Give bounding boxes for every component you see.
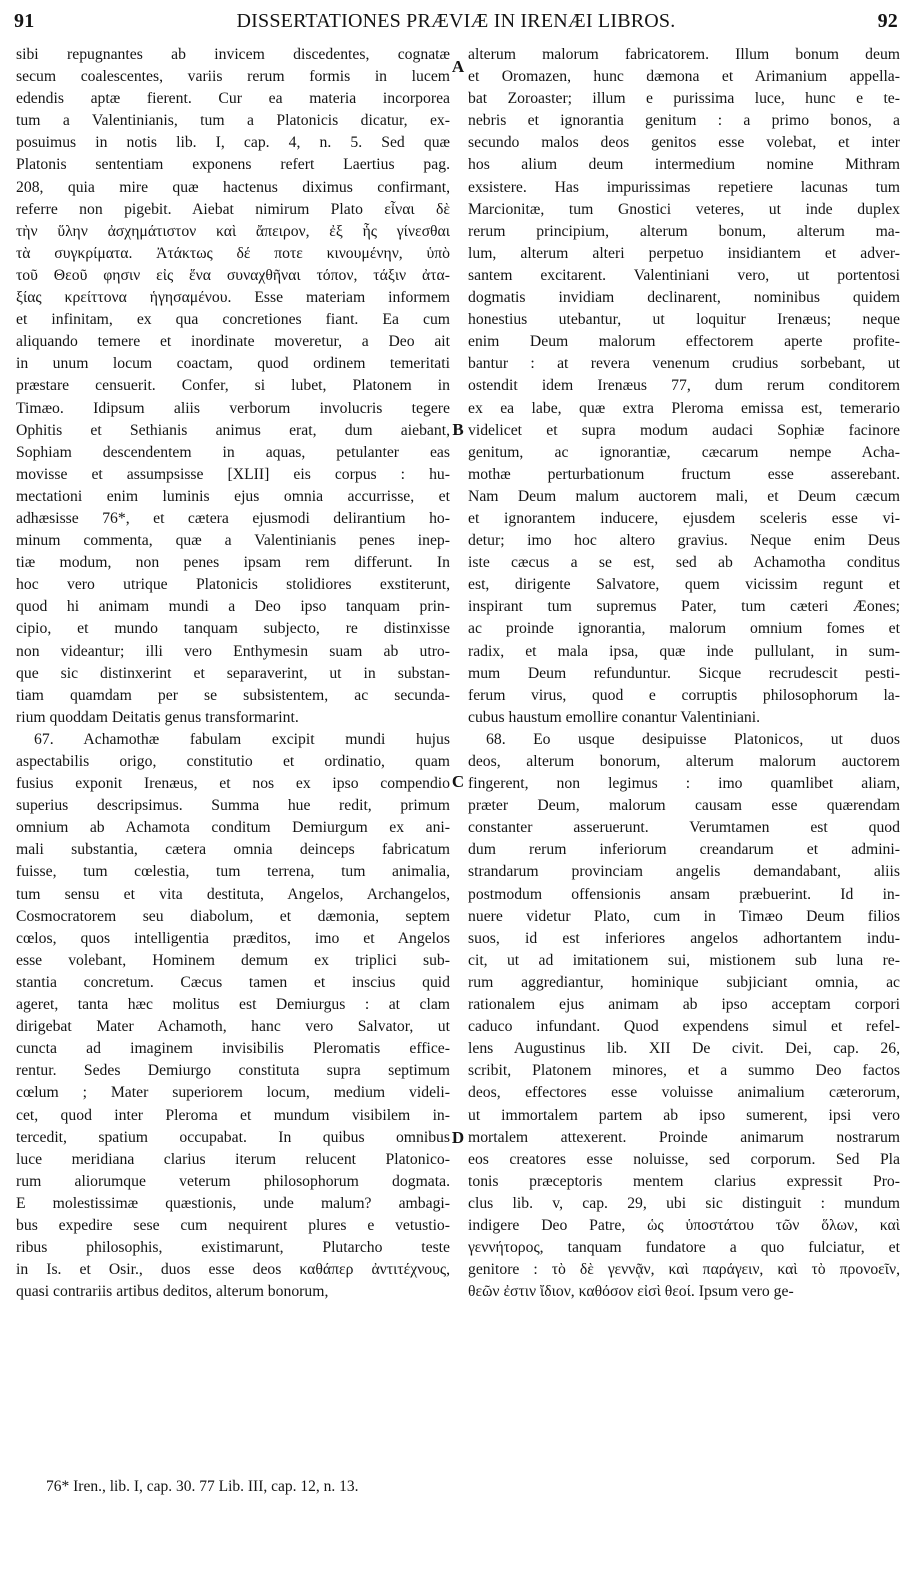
text-line: inspirant tum supremus Pater, tum cæteri Æones; bbox=[468, 598, 900, 616]
text-line: τὴν ὕλην ἀσχημάτιστον καὶ ἄπειρον, ἐξ ἧς γίνεσθαι bbox=[16, 222, 450, 240]
text-line: bus expedire sese cum nequirent plures e vetustio- bbox=[16, 1216, 450, 1234]
text-line: tiæ modum, non penes ipsam rem differunt. In bbox=[16, 554, 450, 572]
text-line: ageret, tanta hæc molitus est Demiurgus : at clam bbox=[16, 996, 450, 1014]
text-line: fusius exponit Irenæus, et nos ex ipso compendio bbox=[16, 775, 450, 793]
text-line: mali substantia, cætera omnia deinceps fabricatum bbox=[16, 841, 450, 859]
text-line: Platonis sententiam exponens refert Laertius pag. bbox=[16, 156, 450, 174]
text-line: rationalem ejus animam ab ipso acceptam corpori bbox=[468, 996, 900, 1014]
text-line: strandarum provinciam angelis demandabant, aliis bbox=[468, 863, 900, 881]
text-line: suos, id est inferiores angelos adhortantem indu- bbox=[468, 929, 900, 947]
text-line: tum a Valentinianis, tum a Platonicis dicatur, ex- bbox=[16, 112, 450, 130]
margin-marker-b: B bbox=[452, 420, 464, 439]
text-line: mortalem attexerent. Proinde animarum nostrarum bbox=[468, 1128, 900, 1146]
text-line: ξίας κρείττονα ἡγησαμένου. Esse materiam informem bbox=[16, 289, 450, 307]
text-line: 68. Eo usque desipuisse Platonicos, ut duos bbox=[486, 730, 900, 748]
text-line: non videantur; illi vero Enthymesin suam ab utro- bbox=[16, 642, 450, 660]
text-line: referre non pigebit. Aiebat nimirum Plato εἶναι δὲ bbox=[16, 200, 450, 218]
text-line: sibi repugnantes ab invicem discedentes, cognatæ bbox=[16, 46, 450, 63]
text-line: ac proinde ignorantia, malorum omnium fomes et bbox=[468, 620, 900, 638]
text-line: ostendit idem Irenæus 77, dum rerum conditorem bbox=[468, 377, 900, 395]
text-line: edendis aptæ fierent. Cur ea materia incorporea bbox=[16, 90, 450, 108]
text-line: Nam Deum malum auctorem mali, et Deum cæcum bbox=[468, 487, 900, 505]
text-line: cet, quod inter Pleroma et mundum visibilem in- bbox=[16, 1106, 450, 1124]
text-line: minum commenta, quæ a Valentinianis penes inep- bbox=[16, 532, 450, 550]
text-line: fingerent, non legimus : imo quamlibet aliam, bbox=[468, 775, 900, 793]
text-line: hoc vero utrique Platonicis stolidiores exstiterunt, bbox=[16, 576, 450, 594]
text-line: rum aggrediantur, hominique subjiciant omnia, ac bbox=[468, 973, 900, 991]
text-line: et ignorantem inducere, ejusdem sceleris esse vi- bbox=[468, 509, 900, 527]
text-line: lens Augustinus lib. XII De civit. Dei, cap. 26, bbox=[468, 1040, 900, 1058]
text-line: γεννήτορος, tanquam fundatore a quo fulciatur, et bbox=[468, 1239, 900, 1257]
text-line: Marcionitæ, tum Gnostici veteres, ut inde duplex bbox=[468, 200, 900, 218]
text-line: secundo malos deos genitos esse volebat, et inter bbox=[468, 134, 900, 152]
text-line: fuisse, tum cœlestia, tum terrena, tum animalia, bbox=[16, 863, 450, 881]
text-line: tercedit, spatium occupabat. In quibus omnibus bbox=[16, 1128, 450, 1146]
text-line: et Oromazen, hunc dæmona et Arimanium appella- bbox=[468, 68, 900, 86]
text-line: lum, alterum alteri perpetuo insidiantem et adver- bbox=[468, 244, 900, 262]
text-line: adhæsisse 76*, et cætera ejusmodi delirantium ho- bbox=[16, 509, 450, 527]
text-line: alterum malorum fabricatorem. Illum bonum deum bbox=[468, 46, 900, 63]
text-line: eos creatores esse noluisse, sed corporum. Sed Pla bbox=[468, 1150, 900, 1168]
text-line: in unum locum coactam, quod ordinem temeritati bbox=[16, 355, 450, 373]
text-line: Sophiam descendentem in aquas, petulanter eas bbox=[16, 443, 450, 461]
text-line: que sic distinxerint et separaverint, ut in substan- bbox=[16, 664, 450, 682]
text-line: posuimus in notis lib. I, cap. 4, n. 5. Sed quæ bbox=[16, 134, 450, 152]
text-line: detur; imo hoc altero gravius. Neque enim Deus bbox=[468, 532, 900, 550]
text-line: ut immortalem partem ab ipso sumerent, ipsi vero bbox=[468, 1106, 900, 1124]
text-line: cit, ut ad imitationem sui, mistionem sub luna re- bbox=[468, 951, 900, 969]
text-line: τοῦ Θεοῦ φησιν εἰς ἕνα συναχθῆναι τόπον, τάξιν ἀτα- bbox=[16, 266, 450, 284]
text-line: mectationi enim luminis ejus omnia accurrisse, et bbox=[16, 487, 450, 505]
margin-marker-d: D bbox=[451, 1128, 465, 1147]
page-number-left: 91 bbox=[14, 10, 35, 32]
text-line: Timæo. Idipsum aliis verborum involucris tegere bbox=[16, 399, 450, 417]
text-line: tiam quamdam per se subsistentem, ac secunda- bbox=[16, 686, 450, 704]
text-line: nuere videtur Plato, cum in Timæo Deum filios bbox=[468, 907, 900, 925]
text-line: scribit, Platonem minores, et a summo Deo factos bbox=[468, 1062, 900, 1080]
text-line: exsistere. Has impurissimas repetiere lacunas tum bbox=[468, 178, 900, 196]
text-line: bat Zoroaster; illum e purissima luce, hunc e te- bbox=[468, 90, 900, 108]
text-line: honestius utebantur, ut loquitur Irenæus; neque bbox=[468, 311, 900, 329]
text-line: secum coalescentes, variis rerum formis in lucem bbox=[16, 68, 450, 86]
text-line: dirigebat Mater Achamoth, hanc vero Salvator, ut bbox=[16, 1018, 450, 1036]
text-line: cubus haustum emollire conantur Valentiniani. bbox=[468, 708, 761, 726]
text-line: cuncta ad imaginem invisibilis Pleromatis effice- bbox=[16, 1040, 450, 1058]
page-number-right: 92 bbox=[877, 10, 898, 32]
text-line: deos, effectores esse voluisse animalium cæterorum, bbox=[468, 1084, 900, 1102]
text-line: θεῶν ἐστιν ἴδιον, καθόσον εἰσὶ θεοί. Ipsum vero ge- bbox=[468, 1283, 794, 1301]
text-line: superius descripsimus. Summa hue redit, primum bbox=[16, 797, 450, 815]
text-line: dum rerum inferiorum creandarum et admini- bbox=[468, 841, 900, 859]
text-line: caduco infundant. Quod expendens simul et refel- bbox=[468, 1018, 900, 1036]
text-line: aspectabilis origo, constitutio et ordinatio, quam bbox=[16, 753, 450, 770]
running-header bbox=[14, 6, 898, 40]
text-line: movisse et assumpsisse [XLII] eis corpus : hu- bbox=[16, 465, 450, 483]
text-line: nebris et ignorantia genitum : a primo bonos, a bbox=[468, 112, 900, 130]
text-line: ribus philosophis, existimarunt, Plutarcho teste bbox=[16, 1239, 450, 1257]
text-line: Cosmocratorem seu diabolum, et dæmonia, septem bbox=[16, 907, 450, 925]
left-column bbox=[16, 44, 450, 1303]
text-line: rum aliorumque veterum philosophorum dogmata. bbox=[16, 1172, 450, 1190]
text-line: clus lib. v, cap. 29, ubi sic distinguit : mundum bbox=[468, 1194, 900, 1212]
text-line: videlicet et supra modum audaci Sophiæ facinore bbox=[468, 421, 900, 439]
text-line: tum sensu et vita destituta, Angelos, Archangelos, bbox=[16, 885, 450, 903]
text-line: rium quoddam Deitatis genus transformarint. bbox=[16, 708, 299, 726]
text-line: radix, et mala ipsa, quæ inde pullulant, in sum- bbox=[468, 642, 900, 660]
text-line: esse volebant, Hominem demum ex triplici sub- bbox=[16, 951, 450, 969]
text-line: 67. Achamothæ fabulam excipit mundi hujus bbox=[34, 730, 450, 748]
right-column bbox=[468, 44, 900, 1303]
text-line: indigere Deo Patre, ὡς ὑποστάτου τῶν ὅλων, καὶ bbox=[468, 1216, 900, 1234]
text-line: genitore : τὸ δὲ γεννᾷν, καὶ παράγειν, καὶ τὸ προνοεῖν, bbox=[468, 1261, 900, 1279]
text-line: bantur : at revera venenum crudius sorbebant, ut bbox=[468, 355, 900, 373]
margin-marker-c: C bbox=[451, 772, 465, 791]
text-line: mum Deum refunduntur. Sicque recrudescit pesti- bbox=[468, 664, 900, 682]
text-line: postmodum offensionis ansam præbuerint. Id in- bbox=[468, 885, 900, 903]
text-line: iste cæcus a se est, sed ab Achamotha conditus bbox=[468, 554, 900, 572]
text-line: omnium ab Achamota conditum Demiurgum ex ani- bbox=[16, 819, 450, 837]
text-line: mothæ perturbationum fructum esse asserebant. bbox=[468, 465, 900, 483]
text-line: luce meridiana clarius iterum relucent Platonico- bbox=[16, 1150, 450, 1168]
text-line: et infinitam, ex qua concretiones fiant. Ea cum bbox=[16, 311, 450, 329]
text-line: est, dirigente Salvatore, quem vicissim regunt et bbox=[468, 576, 900, 594]
text-line: aliquando temere et inordinate moveretur, a Deo ait bbox=[16, 333, 450, 351]
text-line: genitum, ac ignorantiæ, cæcarum nempe Acha- bbox=[468, 443, 900, 461]
text-line: τὰ συγκρίματα. Ἀτάκτως δέ ποτε κινουμένην, ὑπὸ bbox=[16, 244, 450, 262]
text-line: stantia concretum. Cæcus tamen et inscius quid bbox=[16, 973, 450, 991]
text-line: 208, quia mire quæ hactenus diximus confirmant, bbox=[16, 178, 450, 196]
text-line: tonis præceptoris mentem clarius expressit Pro- bbox=[468, 1172, 900, 1190]
running-title: DISSERTATIONES PRÆVIÆ IN IRENÆI LIBROS. bbox=[236, 10, 676, 32]
text-line: hos alium deum intermedium nomine Mithram bbox=[468, 156, 900, 174]
text-line: cœlos, quos intelligentia præditos, imo et Angelos bbox=[16, 929, 450, 947]
text-line: ex ea labe, quæ extra Pleroma emissa est, temerario bbox=[468, 399, 900, 417]
text-line: santem excitarent. Valentiniani vero, ut portentosi bbox=[468, 266, 900, 284]
text-line: cœlum ; Mater superiorem locum, medium videli- bbox=[16, 1084, 450, 1102]
text-line: quasi contrariis artibus deditos, alterum bonorum, bbox=[16, 1283, 329, 1301]
text-line: E molestissimæ quæstionis, unde malum? ambagi- bbox=[16, 1194, 450, 1212]
footnotes: 76* Iren., lib. I, cap. 30. 77 Lib. III, cap. 12, n. 13. bbox=[46, 1478, 359, 1495]
margin-marker-a: A bbox=[451, 57, 465, 76]
text-line: constanter asseruerunt. Verumtamen est quod bbox=[468, 819, 900, 837]
text-line: in Is. et Osir., duos esse deos καθάπερ ἀντιτέχνους, bbox=[16, 1261, 450, 1279]
text-line: ferum virus, quod e corruptis philosophorum la- bbox=[468, 686, 900, 704]
text-line: rerum principium, alterum bonum, alterum ma- bbox=[468, 222, 900, 240]
text-line: Ophitis et Sethianis animus erat, dum aiebant, bbox=[16, 421, 450, 439]
text-line: quod hi animam mundi a Deo ipso tanquam prin- bbox=[16, 598, 450, 616]
text-line: præstare censuerit. Confer, si lubet, Platonem in bbox=[16, 377, 450, 395]
text-line: rentur. Sedes Demiurgo constituta supra septimum bbox=[16, 1062, 450, 1080]
text-line: deos, alterum bonorum, alterum malorum auctorem bbox=[468, 753, 900, 770]
text-line: enim Deum malorum effectorem aperte profite- bbox=[468, 333, 900, 351]
text-line: præter Deum, malorum causam esse quærendam bbox=[468, 797, 900, 815]
text-line: cipio, et mundo tanquam subjecto, re distinxisse bbox=[16, 620, 450, 638]
text-line: dogmatis invidiam declinarent, nominibus quidem bbox=[468, 289, 900, 307]
